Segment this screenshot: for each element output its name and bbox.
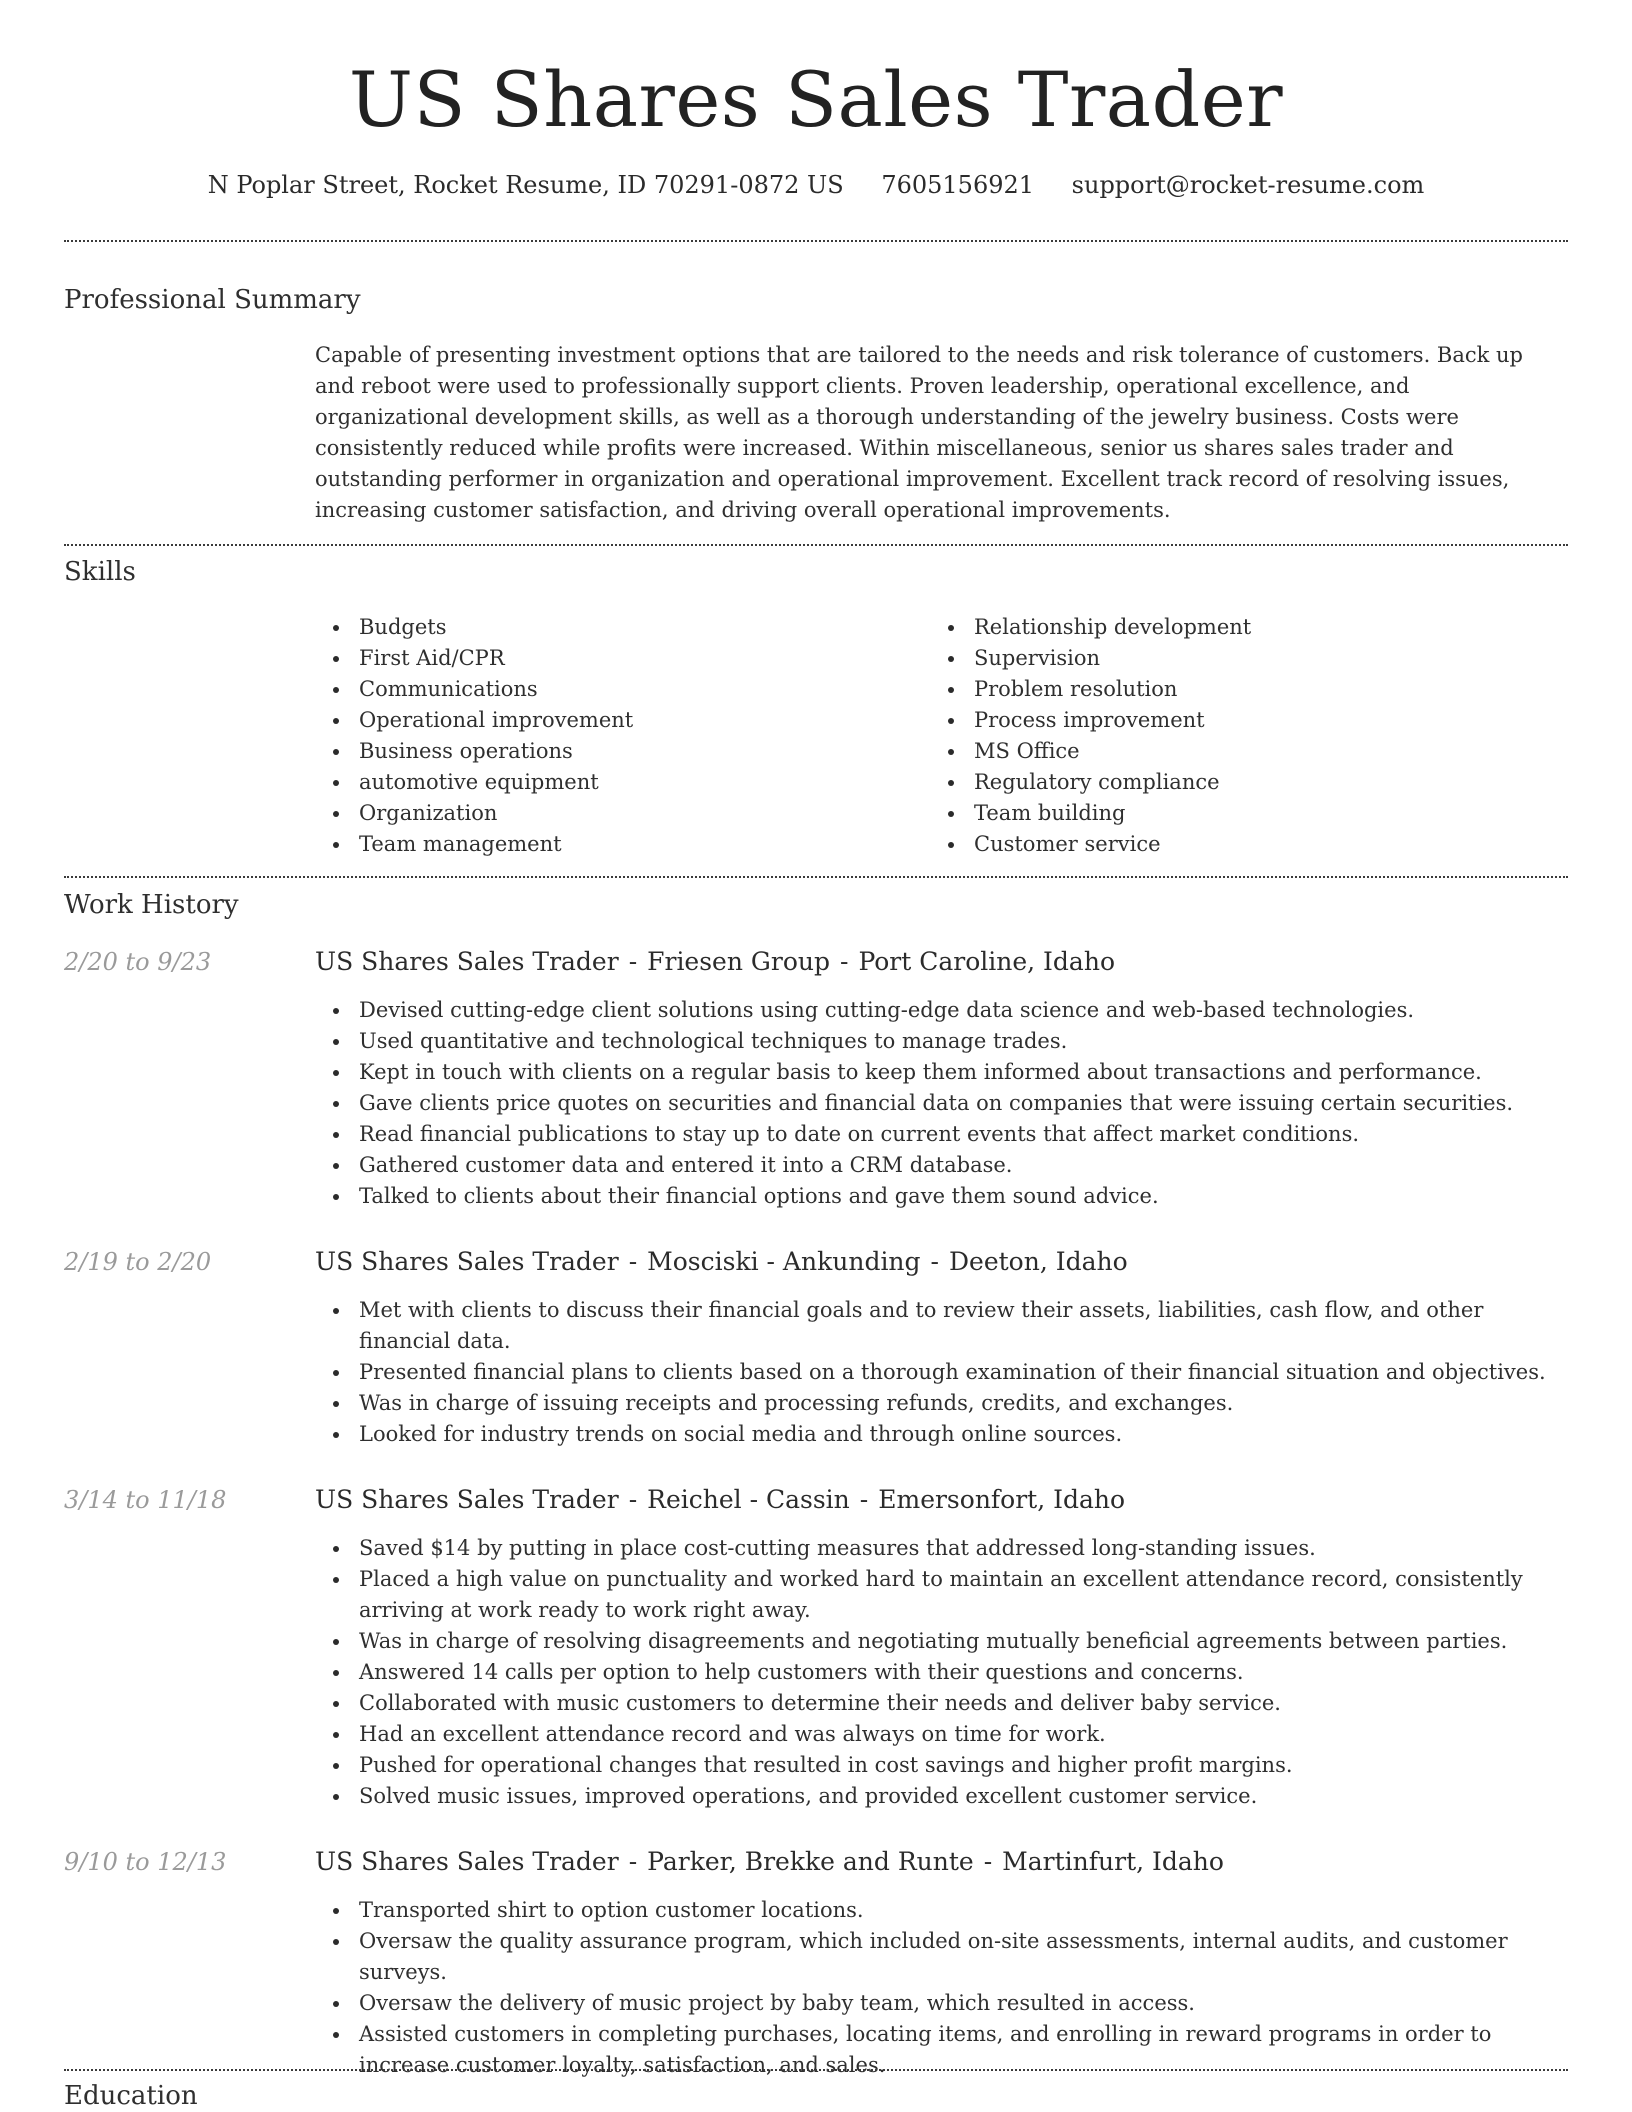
resume-name: US Shares Sales Trader: [348, 55, 1284, 144]
section-title-education: Education: [64, 2081, 198, 2111]
job-heading: US Shares Sales Trader - Friesen Group - Port Caroline, Idaho: [315, 947, 1115, 976]
skill-item: Process improvement: [930, 705, 1530, 736]
job-bullet: Gathered customer data and entered it into a CRM database.: [315, 1150, 1568, 1181]
job-title: US Shares Sales Trader: [315, 1247, 619, 1276]
skills-list-left: [315, 612, 915, 860]
job-bullet: Talked to clients about their financial options and gave them sound advice.: [315, 1181, 1568, 1212]
job-bullets: [315, 1895, 1568, 2081]
job-bullet: Solved music issues, improved operations, and provided excellent customer service.: [315, 1781, 1568, 1812]
skill-item: Regulatory compliance: [930, 767, 1530, 798]
skill-item: Problem resolution: [930, 674, 1530, 705]
job-heading: US Shares Sales Trader - Reichel - Cassin - Emersonfort, Idaho: [315, 1485, 1126, 1514]
skill-item: Budgets: [315, 612, 915, 643]
skill-item: automotive equipment: [315, 767, 915, 798]
job-bullet: Pushed for operational changes that resulted in cost savings and higher profit margins.: [315, 1750, 1568, 1781]
job-location: Port Caroline, Idaho: [858, 947, 1115, 976]
job-bullet: Looked for industry trends on social media and through online sources.: [315, 1419, 1568, 1450]
job-bullet: Devised cutting-edge client solutions using cutting-edge data science and web-based technologies.: [315, 995, 1568, 1026]
section-divider: [64, 544, 1568, 546]
job-heading: US Shares Sales Trader - Parker, Brekke and Runte - Martinfurt, Idaho: [315, 1847, 1224, 1876]
job-bullet: Kept in touch with clients on a regular basis to keep them informed about transactions and performance.: [315, 1057, 1568, 1088]
contact-address: N Poplar Street, Rocket Resume, ID 70291-0872 US: [207, 171, 844, 199]
summary-text: Capable of presenting investment options that are tailored to the needs and risk tolerance of customers. Back up and reboot were used to professionally support clients. Proven leadership, operational excellence, and organizational development skills, as well as a thorough understanding of the jewelry business. Costs were consistently reduced while profits were increased. Within miscellaneous, senior us shares sales trader and outstanding performer in organization and operational improvement. Excellent track record of resolving issues, increasing customer satisfaction, and driving overall operational improvements.: [315, 343, 1524, 522]
section-title-work-history: Work History: [64, 890, 239, 920]
job-bullet: Placed a high value on punctuality and worked hard to maintain an excellent attendance record, consistently arriving at work ready to work right away.: [315, 1564, 1568, 1626]
job-company: Parker, Brekke and Runte: [647, 1847, 974, 1876]
job-company: Reichel - Cassin: [647, 1485, 850, 1514]
job-bullet: Collaborated with music customers to determine their needs and deliver baby service.: [315, 1688, 1568, 1719]
job-bullets: [315, 995, 1568, 1212]
skill-item: Supervision: [930, 643, 1530, 674]
job-bullet: Met with clients to discuss their financial goals and to review their assets, liabilities, cash flow, and other financial data.: [315, 1295, 1568, 1357]
job-heading: US Shares Sales Trader - Mosciski - Ankunding - Deeton, Idaho: [315, 1247, 1128, 1276]
job-company: Mosciski - Ankunding: [647, 1247, 921, 1276]
job-bullets: [315, 1533, 1568, 1812]
job-dates: 2/20 to 9/23: [64, 948, 212, 976]
job-bullets: [315, 1295, 1568, 1450]
job-bullet: Oversaw the delivery of music project by baby team, which resulted in access.: [315, 1988, 1568, 2019]
job-company: Friesen Group: [647, 947, 830, 976]
job-dates: 3/14 to 11/18: [64, 1486, 227, 1514]
job-bullet: Saved $14 by putting in place cost-cutting measures that addressed long-standing issues.: [315, 1533, 1568, 1564]
job-bullet: Presented financial plans to clients based on a thorough examination of their financial situation and objectives.: [315, 1357, 1568, 1388]
job-location: Martinfurt, Idaho: [1002, 1847, 1224, 1876]
skill-item: Relationship development: [930, 612, 1530, 643]
section-divider: [64, 240, 1568, 242]
contact-line: [0, 170, 1632, 200]
job-bullet: Transported shirt to option customer locations.: [315, 1895, 1568, 1926]
skill-item: Operational improvement: [315, 705, 915, 736]
job-location: Deeton, Idaho: [949, 1247, 1128, 1276]
section-title-skills: Skills: [64, 557, 136, 587]
skill-item: Business operations: [315, 736, 915, 767]
job-bullet: Oversaw the quality assurance program, which included on-site assessments, internal audits, and customer surveys.: [315, 1926, 1568, 1988]
job-bullet: Had an excellent attendance record and was always on time for work.: [315, 1719, 1568, 1750]
job-bullet: Gave clients price quotes on securities and financial data on companies that were issuing certain securities.: [315, 1088, 1568, 1119]
section-divider: [64, 2069, 1568, 2071]
job-bullet: Was in charge of issuing receipts and processing refunds, credits, and exchanges.: [315, 1388, 1568, 1419]
skill-item: MS Office: [930, 736, 1530, 767]
job-title: US Shares Sales Trader: [315, 947, 619, 976]
job-bullet: Read financial publications to stay up to date on current events that affect market conditions.: [315, 1119, 1568, 1150]
contact-phone: 7605156921: [881, 171, 1035, 199]
contact-email: support@rocket-resume.com: [1071, 171, 1425, 199]
skill-item: Communications: [315, 674, 915, 705]
job-location: Emersonfort, Idaho: [878, 1485, 1126, 1514]
skill-item: First Aid/CPR: [315, 643, 915, 674]
skill-item: Team management: [315, 829, 915, 860]
job-dates: 2/19 to 2/20: [64, 1248, 212, 1276]
job-dates: 9/10 to 12/13: [64, 1848, 227, 1876]
job-bullet: Used quantitative and technological techniques to manage trades.: [315, 1026, 1568, 1057]
section-title-summary: Professional Summary: [64, 285, 361, 315]
skill-item: Customer service: [930, 829, 1530, 860]
job-bullet: Was in charge of resolving disagreements and negotiating mutually beneficial agreements between parties.: [315, 1626, 1568, 1657]
skills-list-right: [930, 612, 1530, 860]
job-title: US Shares Sales Trader: [315, 1485, 619, 1514]
job-bullet: Answered 14 calls per option to help customers with their questions and concerns.: [315, 1657, 1568, 1688]
skill-item: Team building: [930, 798, 1530, 829]
job-bullet: Assisted customers in completing purchases, locating items, and enrolling in reward programs in order to increase customer loyalty, satisfaction, and sales.: [315, 2019, 1568, 2081]
skill-item: Organization: [315, 798, 915, 829]
job-title: US Shares Sales Trader: [315, 1847, 619, 1876]
section-divider: [64, 876, 1568, 878]
